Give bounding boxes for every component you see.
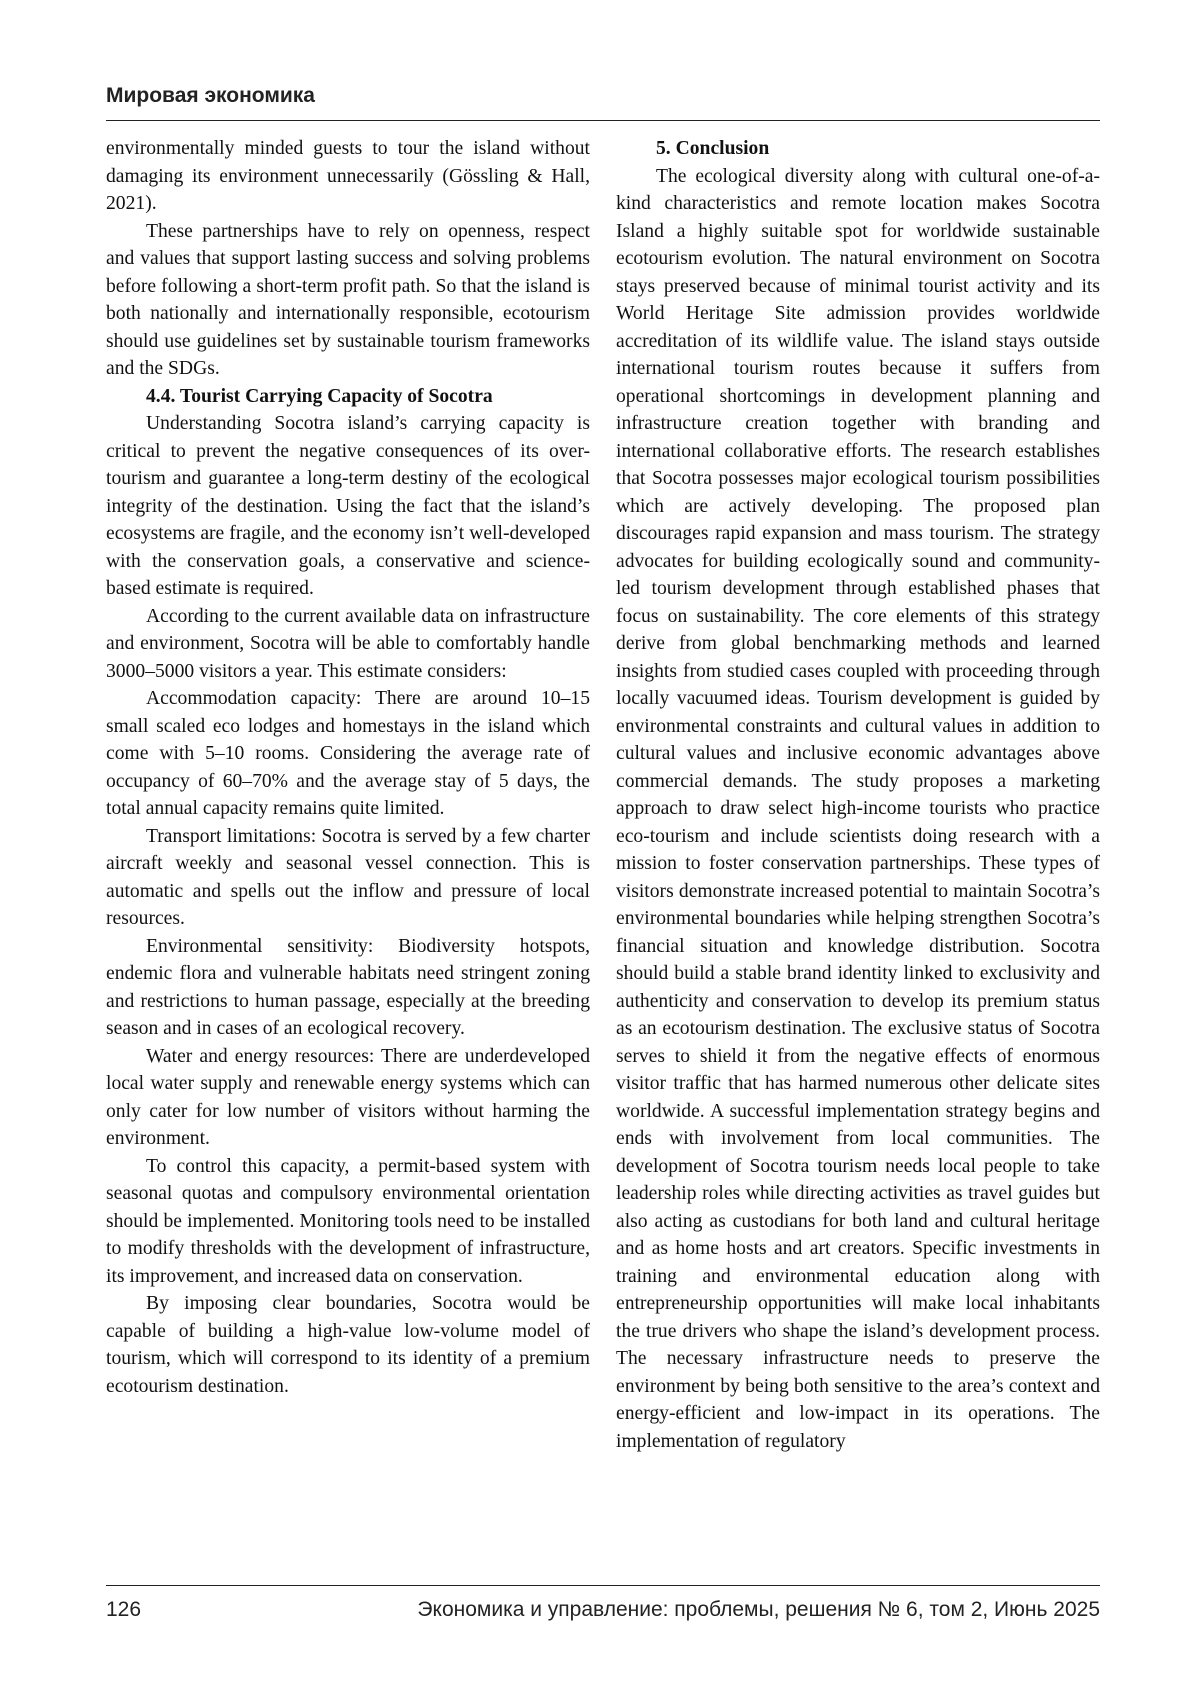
page-number: 126 bbox=[106, 1598, 142, 1621]
paragraph: environmentally minded guests to tour the island without damaging its environment unnecessarily (Gössling & Hall, 2021). bbox=[106, 138, 590, 214]
paragraph: Water and energy resources: There are underdeveloped local water supply and renewable energy systems which can only cater for low number of visitors without harming the environment. bbox=[106, 1045, 590, 1149]
footer-divider bbox=[106, 1585, 1100, 1586]
paragraph: According to the current available data on infrastructure and environment, Socotra will be able to comfortably handle 3000–5000 visitors a year. This estimate considers: bbox=[106, 605, 590, 682]
journal-title: Экономика и управление: проблемы, решения № 6, том 2, Июнь 2025 bbox=[417, 1598, 1100, 1621]
header-divider bbox=[106, 120, 1100, 121]
paragraph: Transport limitations: Socotra is served by a few charter aircraft weekly and seasonal vessel connection. This is automatic and spells out the inflow and pressure of local resources. bbox=[106, 825, 590, 929]
section-heading: 4.4. Tourist Carrying Capacity of Socotra bbox=[146, 385, 493, 407]
page-footer bbox=[106, 1598, 1100, 1628]
paragraph: By imposing clear boundaries, Socotra would be capable of building a high-value low-volume model of tourism, which will correspond to its identity of a premium ecotourism destination. bbox=[106, 1293, 590, 1397]
paragraph: Accommodation capacity: There are around 10–15 small scaled eco lodges and homestays in the island which come with 5–10 rooms. Considering the average rate of occupancy of 60–70% and the average stay of 5 days, the total annual capacity remains quite limited. bbox=[106, 688, 590, 819]
paragraph: The ecological diversity along with cultural one-of-a-kind characteristics and remote location makes Socotra Island a highly suitable spot for worldwide sustainable ecotourism evolution. The natural environment on Socotra stays preserved because of minimal tourist activity and its World Heritage Site admission provides worldwide accreditation of its wildlife value. The island stays outside international tourism routes because it suffers from operational shortcomings in development planning and infrastructure creation together with branding and international collaborative efforts. The research establishes that Socotra possesses major ecological tourism possibilities which are actively developing. The proposed plan discourages rapid expansion and mass tourism. The strategy advocates for building ecologically sound and community-led tourism development through established phases that focus on sustainability. The core elements of this strategy derive from global benchmarking methods and learned insights from studied cases coupled with proceeding through locally vacuumed ideas. Tourism development is guided by environmental constraints and cultural values in addition to cultural values and inclusive economic advantages above commercial demands. The study proposes a marketing approach to draw select high-income tourists who practice eco-tourism and include scientists doing research with a mission to foster conservation partnerships. These types of visitors demonstrate increased potential to maintain Socotra’s environmental boundaries while helping strengthen Socotra’s financial situation and knowledge distribution. Socotra should build a stable brand identity linked to exclusivity and authenticity and conservation to develop its premium status as an ecotourism destination. The exclusive status of Socotra serves to shield it from the negative effects of enormous visitor traffic that has harmed numerous other delicate sites worldwide. A successful implementation strategy begins and ends with involvement from local communities. The development of Socotra tourism needs local people to take leadership roles while directing activities as travel guides but also acting as custodians for both land and cultural heritage and as home hosts and art creators. Specific investments in training and environmental education along with entrepreneurship opportunities will make local inhabitants the true drivers who shape the island’s development process. The necessary infrastructure needs to preserve the environment by being both sensitive to the area’s context and energy-efficient and low-impact in its operations. The implementation of regulatory bbox=[616, 165, 1100, 1452]
paragraph: These partnerships have to rely on openness, respect and values that support lasting success and solving problems before following a short-term profit path. So that the island is both nationally and internationally responsible, ecotourism should use guidelines set by sustainable tourism frameworks and the SDGs. bbox=[106, 220, 590, 379]
running-header: Мировая экономика bbox=[106, 84, 315, 107]
paragraph: Environmental sensitivity: Biodiversity hotspots, endemic flora and vulnerable habitats need stringent zoning and restrictions to human passage, especially at the breeding season and in cases of an ecological recovery. bbox=[106, 935, 590, 1039]
paragraph: To control this capacity, a permit-based system with seasonal quotas and compulsory environmental orientation should be implemented. Monitoring tools need to be installed to modify thresholds with the development of infrastructure, its improvement, and increased data on conservation. bbox=[106, 1155, 590, 1287]
section-heading: 5. Conclusion bbox=[656, 138, 770, 159]
paragraph: Understanding Socotra island’s carrying capacity is critical to prevent the negative consequences of its over-tourism and guarantee a long-term destiny of the ecological integrity of the destination. Using the fact that the island’s ecosystems are fragile, and the economy isn’t well-developed with the conservation goals, a conservative and science-based estimate is required. bbox=[106, 413, 590, 599]
right-column bbox=[616, 135, 1100, 1455]
left-column bbox=[106, 135, 590, 1400]
